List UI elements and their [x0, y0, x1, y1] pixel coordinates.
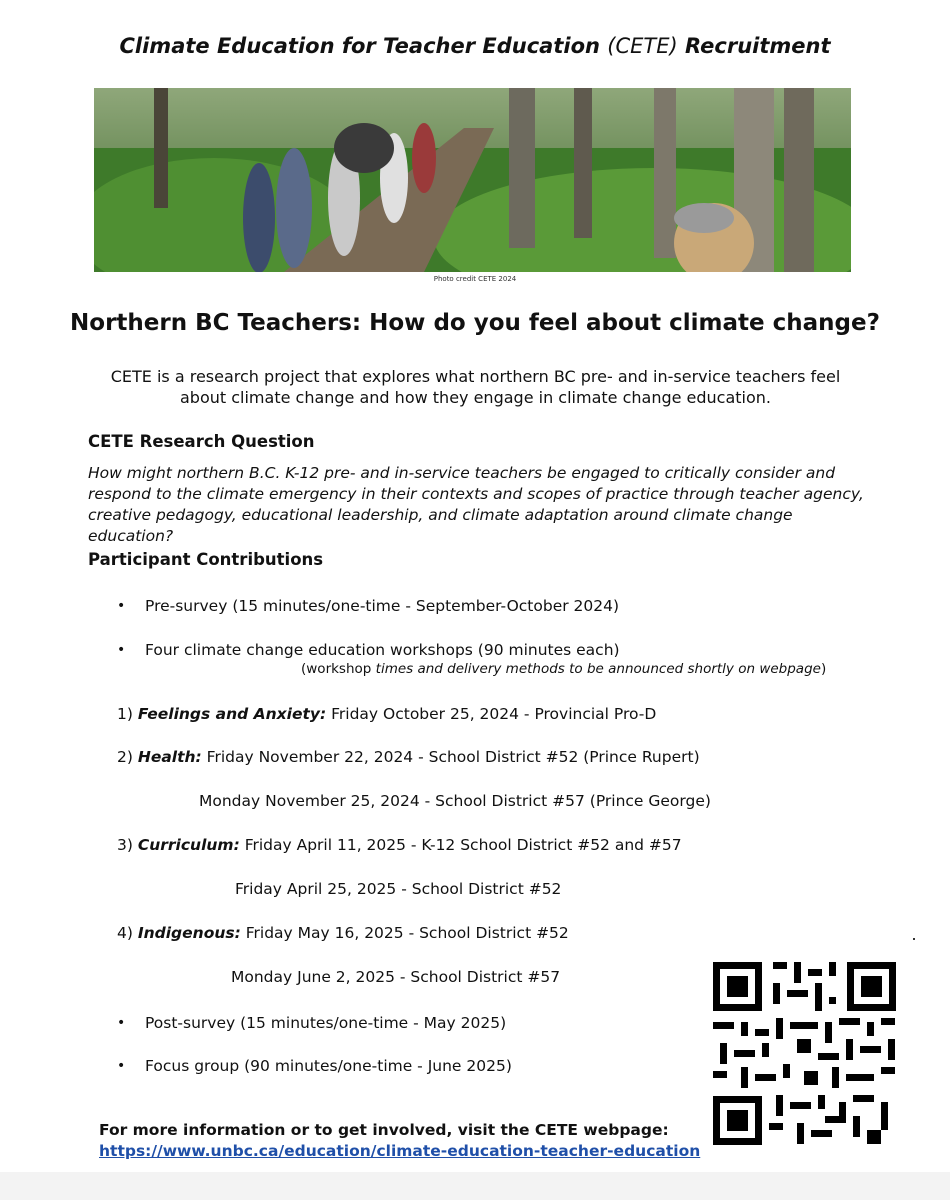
workshop-date: Friday April 25, 2025 - School District #52 [235, 880, 562, 898]
workshop-item: 3) Curriculum: Friday April 11, 2025 - K-12 School District #52 and #57 [117, 836, 682, 854]
contribution-item: Four climate change education workshops (90 minutes each) [145, 641, 620, 659]
workshop-item: 1) Feelings and Anxiety: Friday October 25, 2024 - Provincial Pro-D [117, 705, 657, 723]
headline: Northern BC Teachers: How do you feel about climate change? [70, 310, 880, 336]
contribution-item: Pre-survey (15 minutes/one-time - September-October 2024) [145, 597, 620, 615]
workshop-item: 4) Indigenous: Friday May 16, 2025 - School District #52 [117, 924, 569, 942]
cete-webpage-link[interactable]: https://www.unbc.ca/education/climate-education-teacher-education [99, 1142, 701, 1160]
workshop-item: 2) Health: Friday November 22, 2024 - School District #52 (Prince Rupert) [117, 748, 700, 766]
workshop-date: Monday November 25, 2024 - School District #57 (Prince George) [199, 792, 711, 810]
workshop-date: Monday June 2, 2025 - School District #57 [231, 968, 561, 986]
title-abbrev: (CETE) [607, 34, 678, 58]
contribution-item: Focus group (90 minutes/one-time - June 2025) [145, 1057, 512, 1075]
title-suffix: Recruitment [685, 34, 831, 58]
page-bottom-strip [0, 1172, 950, 1200]
research-question-text: How might northern B.C. K-12 pre- and in-service teachers be engaged to critically consider and respond to the climate emergency in their contexts and scopes of practice through teacher agency, creative pedagogy, educational leadership, and climate adaptation around climate change education? [88, 464, 864, 545]
stray-mark [913, 938, 915, 940]
bullet-icon: • [117, 1058, 126, 1074]
contribution-item: Post-survey (15 minutes/one-time - May 2025) [145, 1014, 507, 1032]
qr-code-icon[interactable] [713, 962, 896, 1145]
intro-paragraph: CETE is a research project that explores what northern BC pre- and in-service teachers feel about climate change and how they engage in climate change education. [110, 367, 841, 407]
bullet-icon: • [117, 642, 126, 658]
page-title [0, 34, 950, 58]
footer-text: For more information or to get involved, visit the CETE webpage: [99, 1121, 669, 1139]
research-question-heading: CETE Research Question [88, 432, 315, 451]
bullet-icon: • [117, 1015, 126, 1031]
hiking-group-photo [94, 88, 851, 272]
title-main: Climate Education for Teacher Education [119, 34, 600, 58]
photo-credit: Photo credit CETE 2024 [433, 275, 517, 283]
workshop-note: (workshop times and delivery methods to be announced shortly on webpage) [301, 661, 827, 677]
participant-contributions-heading: Participant Contributions [88, 550, 324, 569]
bullet-icon: • [117, 598, 126, 614]
